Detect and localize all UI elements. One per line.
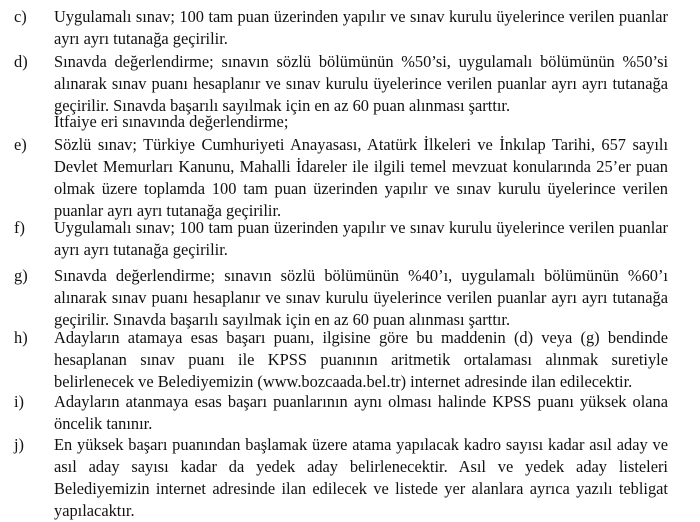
section-subheading: İtfaiye eri sınavında değerlendirme; bbox=[54, 112, 289, 131]
item-marker: c) bbox=[14, 7, 27, 26]
item-text: Sınavda değerlendirme; sınavın sözlü bölümünün %50’si, uygulamalı bölümünün %50’si alınarak sınav puanı hesaplanır ve sınav kurulu üyelerince verilen puanlar ayrı ayrı tutanağa geçirilir. Sınavda başarılı sayılmak için en az 60 puan alınması şarttır. bbox=[54, 52, 668, 115]
item-text: Sınavda değerlendirme; sınavın sözlü bölümünün %40’ı, uygulamalı bölümünün %60’ı alınarak sınav puanı hesaplanır ve sınav kurulu üyelerince verilen puanlar ayrı ayrı tutanağa geçirilir. Sınavda başarılı sayılmak için en az 60 puan alınması şarttır. bbox=[54, 266, 668, 329]
item-marker: i) bbox=[14, 392, 25, 411]
item-text: En yüksek başarı puanından başlamak üzere atama yapılacak kadro sayısı kadar asıl aday ve asıl aday sayısı kadar da yedek aday belirlenecektir. Asıl ve yedek aday listeleri Belediyemizin internet adresinde ilan edilecek ve listede yer alanlara ayrıca yazılı tebligat yapılacaktır. bbox=[54, 435, 668, 520]
item-text: Sözlü sınav; Türkiye Cumhuriyeti Anayasası, Atatürk İlkeleri ve İnkılap Tarihi, 657 sayılı Devlet Memurları Kanunu, Mahalli İdareler ile ilgili temel mevzuat konularında 25’er puan olmak üzere toplamda 100 tam puan üzerinden yapılır ve sınav kurulu üyelerince verilen puanlar ayrı ayrı tutanağa geçirilir. bbox=[54, 135, 668, 220]
item-marker: e) bbox=[14, 135, 27, 154]
item-marker: h) bbox=[14, 328, 28, 347]
item-marker: j) bbox=[14, 435, 25, 454]
item-text: Uygulamalı sınav; 100 tam puan üzerinden yapılır ve sınav kurulu üyelerince verilen puanlar ayrı ayrı tutanağa geçirilir. bbox=[54, 7, 668, 48]
item-text: Adayların atamaya esas başarı puanı, ilgisine göre bu maddenin (d) veya (g) bendinde hesaplanan sınav puanı ile KPSS puanının aritmetik ortalaması alınmak suretiyle belirlenecek ve Belediyemizin (www.bozcaada.bel.tr) internet adresinde ilan edilecektir. bbox=[54, 328, 668, 391]
item-marker: d) bbox=[14, 52, 28, 71]
item-text: Uygulamalı sınav; 100 tam puan üzerinden yapılır ve sınav kurulu üyelerince verilen puanlar ayrı ayrı tutanağa geçirilir. bbox=[54, 218, 668, 259]
item-marker: f) bbox=[14, 218, 25, 237]
item-text: Adayların atanmaya esas başarı puanlarının aynı olması halinde KPSS puanı yüksek olana öncelik tanınır. bbox=[54, 392, 668, 433]
item-marker: g) bbox=[14, 266, 28, 285]
